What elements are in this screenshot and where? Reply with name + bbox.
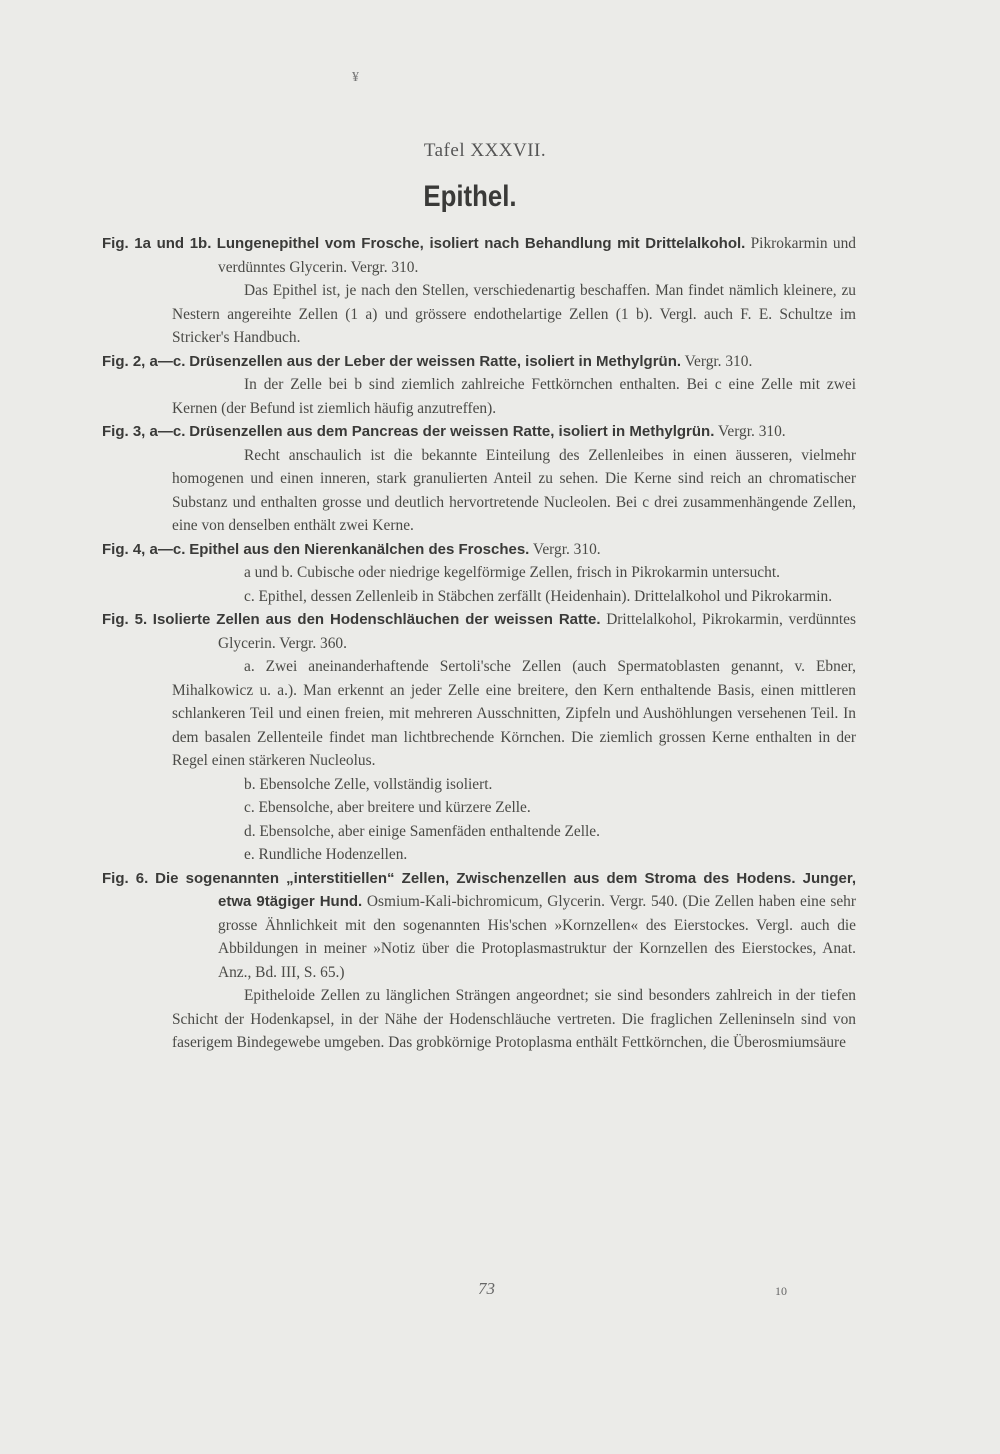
figure-details: Vergr. 310. [717,423,786,440]
figure-paragraph: a. Zwei aneinanderhaftende Sertoli'sche Zellen (auch Spermatoblasten genannt, v. Ebner, Mihalkowicz u. a.). Man erkennt an jeder Zelle eine breitere, den Kern enthaltende Basis, einen mittleren schlankeren Teil und einen freien, mit mehreren Ausschnitten, Zipfeln und Aushöhlungen versehenen Teil. In dem basalen Zellenteile findet man lichtbrechende Körnchen. Die ziemlich grossen Kerne enthalten in der Regel einen stärkeren Nucleolus. [172,658,856,769]
figure-label: Fig. 2, a—c. [102,352,186,370]
figure-heading [102,350,856,374]
figure-details: Vergr. 310. [532,540,601,558]
figure-title: Drüsenzellen aus dem Pancreas der weissen Ratte, isoliert in Methylgrün. [189,423,715,440]
figure-title: Lungenepithel vom Frosche, isoliert nach Behandlung mit Drittelalkohol. [216,235,746,252]
figure-title: Die sogenannten „interstitiellen“ Zellen, Zwischenzellen aus dem Stroma des Hodens. Junger, etwa 9tägiger Hund. [155,869,856,910]
figure-heading [102,232,856,279]
figure-entry-5 [102,608,856,867]
figure-details: Osmium-Kali-bichromicum, Glycerin. Vergr. 540. (Die Zellen haben eine sehr grosse Ähnlichkeit mit den sogenannten His'schen »Kornzellen« des Eierstockes. Vergl. auch die Abbildungen in meiner »Notiz über die Protoplasmastruktur der Kornzellen des Eierstockes, Anat. Anz., Bd. III, S. 65.) [218,893,856,981]
figure-entry-6 [102,867,856,1055]
figure-title: Epithel aus den Nierenkanälchen des Frosches. [189,540,530,558]
page-mark: ¥ [352,70,359,85]
figure-title: Drüsenzellen aus der Leber der weissen Ratte, isoliert in Methylgrün. [189,352,682,370]
figure-heading [102,608,856,655]
figure-heading [102,538,856,562]
figure-subitem: d. Ebensolche, aber einige Samenfäden enthaltende Zelle. [244,822,600,840]
figure-paragraph: Epitheloide Zellen zu länglichen Strängen angeordnet; sie sind besonders zahlreich in der tiefen Schicht der Hodenkapsel, in der Nähe der Hodenschläuche vertreten. Die fraglichen Zelleninseln sind von faserigem Bindegewebe umgeben. Das grobkörnige Protoplasma enthält Fettkörnchen, die Überosmiumsäure [172,987,856,1051]
figure-details: Vergr. 310. [684,352,753,370]
figure-details: Pikrokarmin und verdünntes Glycerin. Vergr. 310. [218,235,856,276]
figure-paragraph: Das Epithel ist, je nach den Stellen, verschiedenartig beschaffen. Man findet nämlich kleinere, zu Nestern angereihte Zellen (1 a) und grössere endothelartige Zellen (1 b). Vergl. auch F. E. Schultze im Stricker's Handbuch. [172,282,856,346]
page-title: Epithel. [423,180,517,213]
figure-entry-1 [102,232,856,350]
figure-paragraph: a und b. Cubische oder niedrige kegelförmige Zellen, frisch in Pikrokarmin untersucht. [244,564,780,581]
figure-heading [102,867,856,985]
figure-label: Fig. 5. [102,611,148,628]
figure-subitem: e. Rundliche Hodenzellen. [244,846,408,863]
figure-entry-3 [102,420,856,538]
figure-label: Fig. 4, a—c. [102,540,186,558]
figure-paragraph: Recht anschaulich ist die bekannte Einteilung des Zellenleibes in einen äusseren, vielmehr homogenen und einen inneren, stark granulierten Anteil zu sehen. Die Kerne sind reich an chromatischer Substanz und enthalten grosse und deutlich hervortretende Nucleolen. Bei c drei zusammenhängende Zellen, eine von denselben enthält zwei Kerne. [172,446,856,534]
figure-title: Isolierte Zellen aus den Hodenschläuchen der weissen Ratte. [152,611,601,628]
figure-label: Fig. 1a und 1b. [102,235,212,252]
plate-number: Tafel XXXVII. [423,140,547,161]
figure-paragraph: In der Zelle bei b sind ziemlich zahlreiche Fettkörnchen enthalten. Bei c eine Zelle mit zwei Kernen (der Befund ist ziemlich häufig anzutreffen). [172,376,856,417]
figure-descriptions [102,232,856,1055]
figure-details: Drittelalkohol, Pikrokarmin, verdünntes Glycerin. Vergr. 360. [218,611,856,652]
figure-paragraph: c. Epithel, dessen Zellenleib in Stäbchen zerfällt (Heidenhain). Drittelalkohol und Pikrokarmin. [244,587,833,605]
figure-label: Fig. 6. [102,869,149,887]
figure-heading [102,420,856,444]
page-number: 73 [478,1279,495,1298]
figure-subitem: b. Ebensolche Zelle, vollständig isoliert. [244,775,493,793]
figure-entry-2 [102,350,856,421]
figure-entry-4 [102,538,856,609]
figure-label: Fig. 3, a—c. [102,423,186,440]
signature-mark: 10 [775,1284,787,1298]
figure-subitem: c. Ebensolche, aber breitere und kürzere Zelle. [244,799,531,816]
